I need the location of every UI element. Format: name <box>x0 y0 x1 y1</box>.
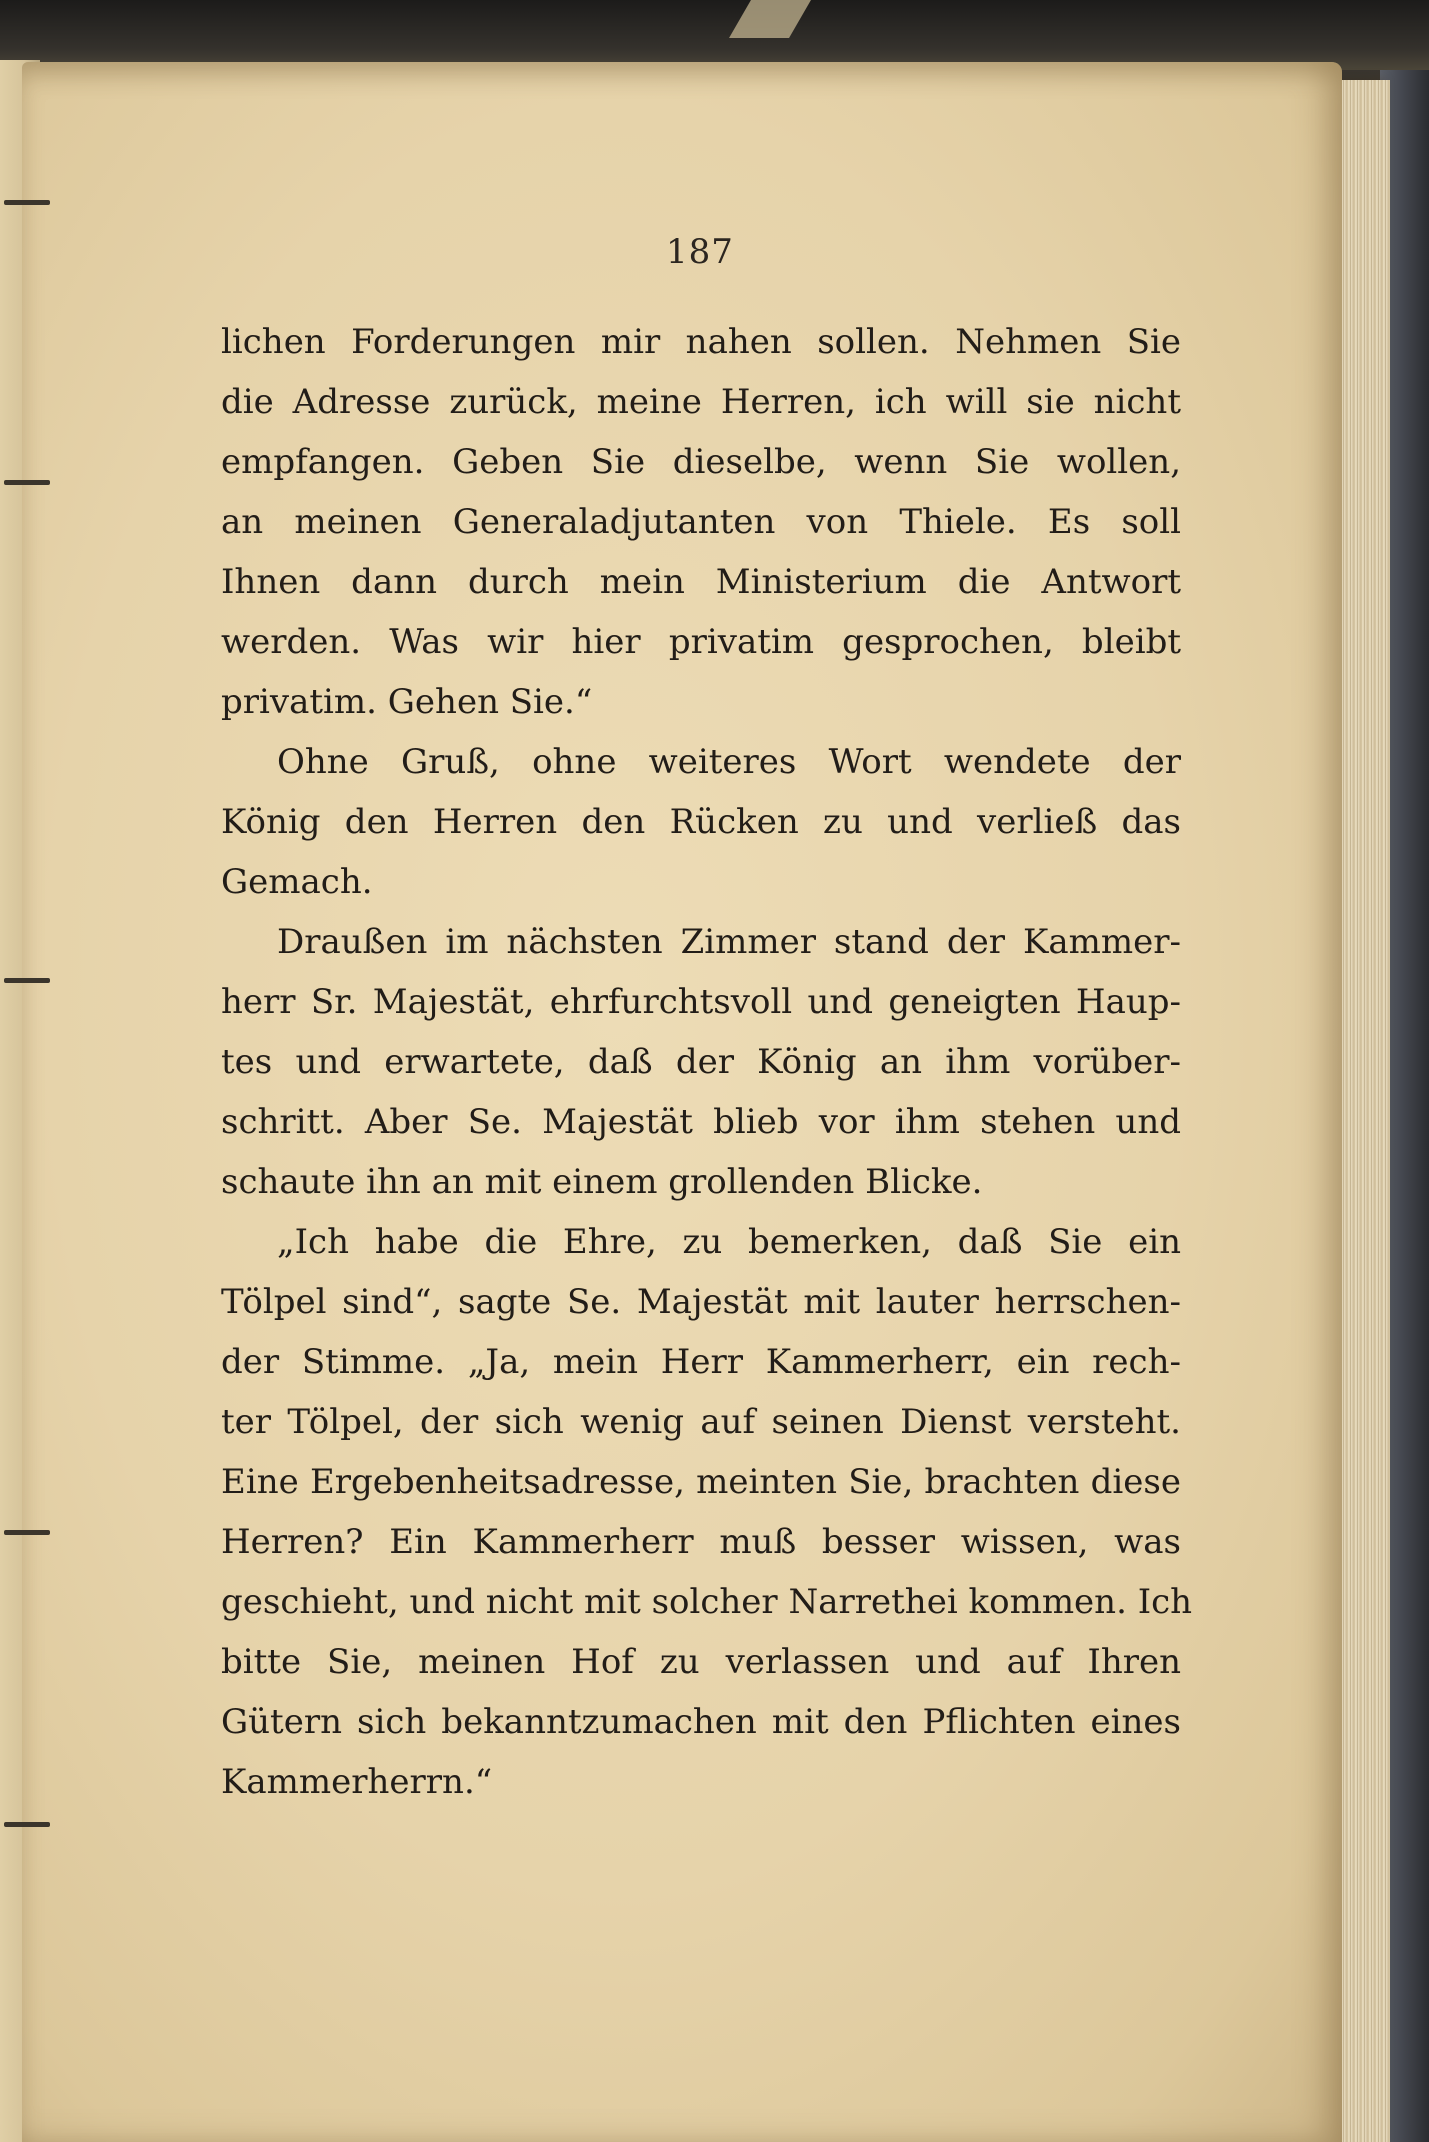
text-line: Ohne Gruß, ohne weiteres Wort wendete der <box>277 742 1181 782</box>
text-line: König den Herren den Rücken zu und verließ das <box>221 802 1181 842</box>
text-line: die Adresse zurück, meine Herren, ich will sie nicht <box>221 382 1181 422</box>
text-line: werden. Was wir hier privatim gesprochen, bleibt <box>221 622 1181 662</box>
text-line: privatim. Gehen Sie.“ <box>221 682 593 722</box>
text-line: geschieht, und nicht mit solcher Narrethei kommen. Ich <box>221 1582 1193 1622</box>
text-line: ter Tölpel, der sich wenig auf seinen Dienst versteht. <box>221 1402 1181 1442</box>
text-line: lichen Forderungen mir nahen sollen. Nehmen Sie <box>221 322 1181 362</box>
text-line: herr Sr. Majestät, ehrfurchtsvoll und geneigten Haup- <box>221 982 1181 1022</box>
text-line: der Stimme. „Ja, mein Herr Kammerherr, ein rech- <box>221 1342 1181 1382</box>
page-number: 187 <box>666 232 734 272</box>
text-line: Herren? Ein Kammerherr muß besser wissen, was <box>221 1522 1181 1562</box>
text-line: tes und erwartete, daß der König an ihm vorüber- <box>221 1042 1181 1082</box>
text-line: „Ich habe die Ehre, zu bemerken, daß Sie ein <box>277 1222 1181 1262</box>
text-line: Ihnen dann durch mein Ministerium die Antwort <box>221 562 1181 602</box>
text-line: schritt. Aber Se. Majestät blieb vor ihm stehen und <box>221 1102 1181 1142</box>
text-line: bitte Sie, meinen Hof zu verlassen und auf Ihren <box>221 1642 1181 1682</box>
text-line: Kammerherrn.“ <box>221 1762 493 1802</box>
binding-thread <box>4 1822 50 1827</box>
text-line: Eine Ergebenheitsadresse, meinten Sie, brachten diese <box>221 1462 1181 1502</box>
binding-thread <box>4 480 50 485</box>
binding-thread <box>4 1530 50 1535</box>
binding-thread <box>4 200 50 205</box>
text-line: empfangen. Geben Sie dieselbe, wenn Sie wollen, <box>221 442 1181 482</box>
book-cover-top <box>0 0 1429 70</box>
binding-thread <box>4 978 50 983</box>
text-line: Gemach. <box>221 862 373 902</box>
body-text <box>221 312 1193 1812</box>
text-line: Tölpel sind“, sagte Se. Majestät mit lauter herrschen- <box>221 1282 1181 1322</box>
text-line: schaute ihn an mit einem grollenden Blicke. <box>221 1162 983 1202</box>
text-line: an meinen Generaladjutanten von Thiele. Es soll <box>221 502 1181 542</box>
text-line: Draußen im nächsten Zimmer stand der Kammer- <box>277 922 1181 962</box>
text-line: Gütern sich bekanntzumachen mit den Pflichten eines <box>221 1702 1181 1742</box>
